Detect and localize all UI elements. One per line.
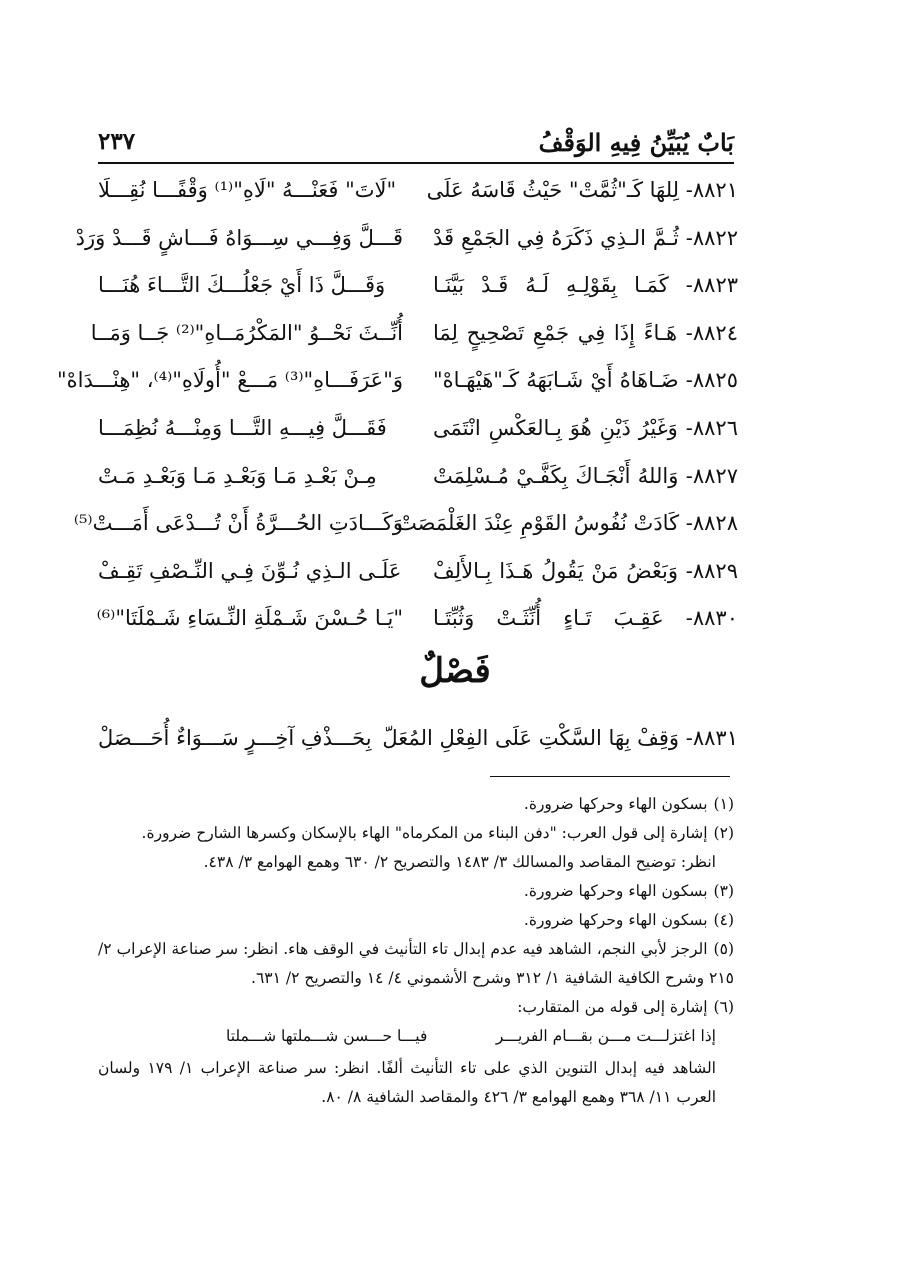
- hemistich-text: ضَـاهَاهُ أَيْ شَـابَهَهُ كَـ"هَيْهَـاهْ": [433, 368, 679, 393]
- footnote: [98, 819, 734, 877]
- verse-second-hemistich: مِـنْ بَعْـدِ مَـا وَبَعْـدِ مَـا وَبَعْـدِ مَـتْ: [98, 463, 377, 488]
- footnote: [98, 790, 734, 819]
- verse-second-hemistich: عَلَـى الـذِي نُـوِّنَ فِـي النِّـصْفِ تَقِـفْ: [98, 558, 402, 583]
- verse-number: ٨٨٢٨-: [685, 511, 738, 536]
- verse-first-hemistich: [433, 226, 738, 250]
- verse-second-hemistich: أُنِّــثَ نَحْــوُ "المَكْرُمَــاهِ"⁽²⁾ جَــا وَمَــا: [90, 320, 403, 345]
- footnote-text: بسكون الهاء وحركها ضرورة.: [523, 795, 708, 813]
- verse-first-hemistich: [382, 726, 738, 750]
- verse-second-hemistich: فَقَـــلَّ فِيـــهِ التَّـــا وَمِنْـــهُ نُظِمَـــا: [98, 415, 387, 440]
- verse-first-hemistich: [433, 559, 738, 583]
- section-verse-line: [98, 718, 738, 766]
- verse-line: [73, 503, 738, 551]
- verse-line: [57, 360, 738, 408]
- verse-line: [98, 598, 738, 646]
- verse-line: [98, 456, 738, 504]
- verse-first-hemistich: [433, 368, 738, 392]
- footnote-text: الرجز لأبي النجم، الشاهد فيه عدم إبدال تاء التأنيث في الوقف هاء. انظر: سر صناعة الإعراب ٢/ ٢١٥ وشرح الكافية الشافية ١/ ٣١٢ وشرح الأشموني ٤/ ١٤ والتصريح ٢/ ٦٣١.: [98, 940, 734, 987]
- verse-number: ٨٨٢١-: [685, 178, 738, 202]
- footnote-separator: [490, 776, 730, 777]
- verse-number: ٨٨٢٣-: [685, 273, 739, 298]
- footnote-verse-first: إذا اغتزلـــت مـــن بقـــام الفريـــر: [495, 1027, 716, 1045]
- verse-first-hemistich: [433, 464, 738, 488]
- footnote: [98, 935, 734, 993]
- footnote-number: (٢): [713, 824, 734, 842]
- verse-line: [90, 313, 738, 361]
- hemistich-text: لِلهَا كَـ"ثُمَّتْ" حَيْثُ قَاسَهُ عَلَى: [426, 178, 680, 202]
- verse-second-hemistich: "لَاتَ" فَعَنْـــهُ "لَاهِ"⁽¹⁾ وَقْفًـــا نُقِـــلَا: [98, 178, 397, 202]
- hemistich-text: وَغَيْرُ ذَيْنِ هُوَ بِـالعَكْسِ انْتَمَى: [433, 415, 678, 440]
- verse-second-hemistich: قَـــلَّ وَفِـــي سِـــوَاهُ فَـــاشٍ قَـــدْ وَرَدْ: [75, 225, 403, 250]
- hemistich-text: وَقِفْ بِهَا السَّكْتِ عَلَى الفِعْلِ المُعَلّ: [382, 726, 680, 750]
- verse-line: [75, 218, 738, 266]
- footnote-text: بسكون الهاء وحركها ضرورة.: [523, 882, 708, 900]
- page-header: [98, 126, 734, 164]
- verse-first-hemistich: [433, 273, 738, 297]
- verse-number: ٨٨٢٧-: [685, 463, 738, 488]
- verse-line: [98, 408, 738, 456]
- verse-number: ٨٨٣٠-: [685, 606, 738, 631]
- verse-first-hemistich: [433, 606, 738, 630]
- footnote-text: إشارة إلى قول العرب: "دفن البناء من المكرماه" الهاء بالإسكان وكسرها الشارح ضرورة.: [141, 824, 708, 842]
- footnote-continuation: الشاهد فيه إبدال التنوين الذي على تاء التأنيث ألفًا. انظر: سر صناعة الإعراب ١/ ١٧٩ ولسان العرب ١١/ ٣٦٨ وهمع الهوامع ٣/ ٤٢٦ والمقاصد الشافية ٨/ ٨٠.: [98, 1059, 716, 1106]
- footnote: [98, 993, 734, 1112]
- verse-first-hemistich: [433, 321, 738, 345]
- hemistich-text: ثُـمَّ الـذِي ذَكَرَهُ فِي الجَمْعِ قَدْ: [433, 225, 679, 250]
- verse-line: [98, 551, 738, 599]
- footnote-number: (٦): [713, 998, 734, 1016]
- verse-number: ٨٨٢٦-: [685, 415, 738, 440]
- footnote: [98, 906, 734, 935]
- footnote-text: إشارة إلى قوله من المتقارب:: [517, 998, 708, 1016]
- verse-first-hemistich: [433, 416, 738, 440]
- verse-number: ٨٨٢٩-: [685, 558, 738, 583]
- verse-number: ٨٨٢٤-: [685, 320, 738, 345]
- footnote-number: (٣): [713, 882, 734, 900]
- verse-second-hemistich: وَكَـــادَتِ الحُـــرَّةُ أَنْ تُـــدْعَى أَمَـــتْ⁽⁵⁾: [73, 511, 403, 536]
- verse-second-hemistich: وَ"عَرَفَـــاهِ"⁽³⁾ مَـــعْ "أُولَاهِ"⁽⁴⁾، "هِنْـــدَاهْ": [57, 368, 403, 393]
- verse-first-hemistich: [397, 511, 738, 536]
- footnote-number: (١): [713, 795, 734, 813]
- section-title: فَصْلٌ: [419, 651, 491, 691]
- verse-number: ٨٨٢٢-: [685, 225, 738, 250]
- page-number: ٢٣٧: [98, 128, 136, 155]
- hemistich-text: كَمَـا بِقَوْلِـهِ لَـهُ قَـدْ بَيَّنَـا: [433, 273, 669, 298]
- verse-second-hemistich: وَقَـــلَّ ذَا أَيْ جَعْلُـــكَ التَّـــاءَ هُنَـــا: [98, 273, 386, 298]
- footnote-number: (٥): [713, 940, 734, 958]
- verse-second-hemistich: بِحَـــذْفِ آخِـــرٍ سَـــوَاءٌ أُحَـــصَلْ: [98, 726, 372, 750]
- verse-line: [98, 170, 738, 218]
- verse-list: [57, 170, 739, 646]
- verse-second-hemistich: "يَـا حُـسْنَ شَـمْلَةِ النِّـسَاءِ شَـمْلَتَا"⁽⁶⁾: [96, 606, 403, 631]
- verse-line: [98, 265, 738, 313]
- hemistich-text: هَـاءً إِذَا فِي جَمْعِ تَصْحِيحٍ لِمَا: [433, 320, 678, 345]
- verse-number: ٨٨٣١-: [685, 726, 738, 750]
- footnote-continuation: انظر: توضيح المقاصد والمسالك ٣/ ١٤٨٣ والتصريح ٢/ ٦٣٠ وهمع الهوامع ٣/ ٤٣٨.: [203, 853, 716, 871]
- footnote-verse: [98, 1022, 716, 1054]
- footnotes: [98, 790, 734, 1112]
- hemistich-text: كَادَتْ نُفُوسُ القَوْمِ عِنْدَ الغَلْمَصَتْ: [397, 511, 680, 536]
- hemistich-text: عَقِـبَ تَـاءٍ أُنِّثَـتْ وَثُبِّتَـا: [433, 606, 664, 631]
- hemistich-text: وَاللهُ أَنْجَـاكَ بِكَفَّـيْ مُـسْلِمَتْ: [433, 463, 679, 488]
- verse-number: ٨٨٢٥-: [685, 368, 738, 393]
- verse-first-hemistich: [426, 178, 738, 202]
- footnote-number: (٤): [713, 911, 734, 929]
- footnote-verse-second: فيـــا حـــسن شـــملتها شـــملتا: [226, 1027, 428, 1045]
- running-title: بَابٌ يُبَيِّنُ فِيهِ الوَقْفُ: [538, 128, 734, 157]
- footnote-text: بسكون الهاء وحركها ضرورة.: [523, 911, 708, 929]
- hemistich-text: وَبَعْضُ مَنْ يَقُولُ هَـذَا بِـالأَلِفْ: [433, 558, 679, 583]
- footnote: [98, 877, 734, 906]
